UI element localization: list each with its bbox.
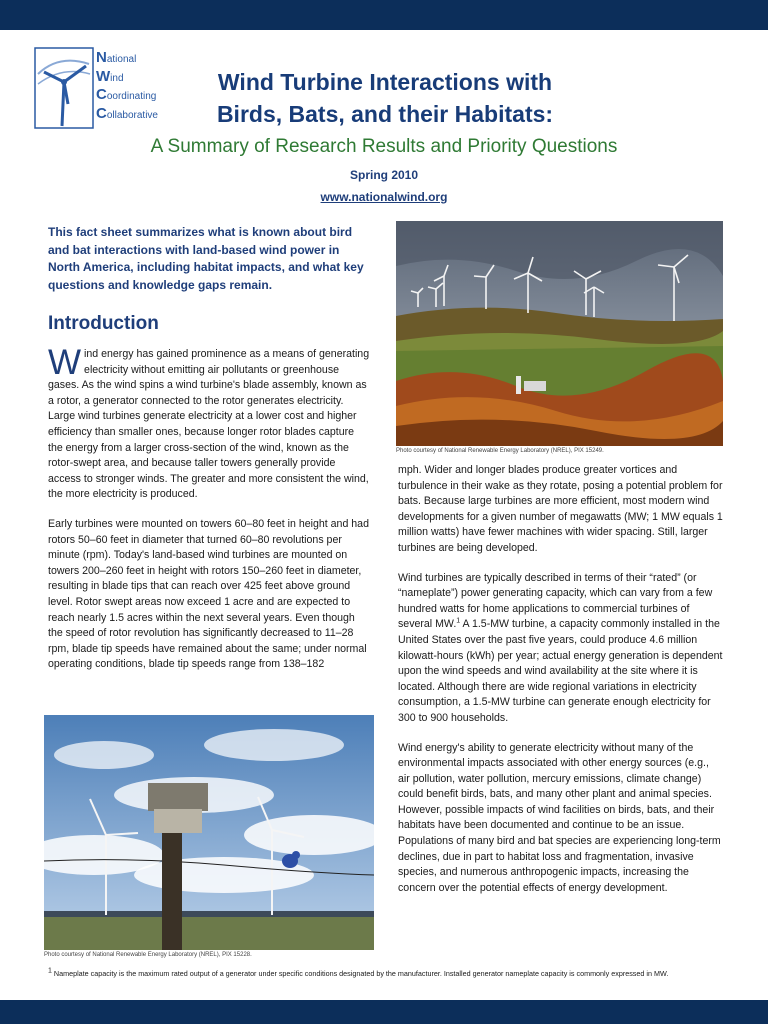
section-heading-introduction: Introduction: [48, 313, 159, 334]
nwcc-logo: [34, 44, 164, 132]
right-paragraph-2: Wind turbines are typically described in terms of their “rated” (or “nameplate”) power generating capacity, which can vary from a few hundred watts for home applications to commercial turbines of several MW.$^1$ A 1.5-MW turbine, a capacity commonly installed in the United States over the past five years, could produce 4.6 million kilowatt-hours (kWh) per year; actual energy generation is dependent upon the wind speeds and wind availability at the site where it is located. Although there are wide regional variations in electricity consumption, a 1.5-MW turbine can generate enough electricity for 300 to 900 households.: [398, 571, 723, 724]
right-paragraph-1: mph. Wider and longer blades produce greater vortices and turbulence in their wake as they rotate, posing a potential problem for bats. Because large turbines are more efficient, most modern wind developments for a given number of megawatts (MW; 1 MW equals 1 million watts) have fewer machines with wider spacing. Still, larger turbines are being developed.: [398, 464, 723, 554]
document-subtitle: A Summary of Research Results and Priority Questions: [150, 136, 618, 157]
right-text-column: [398, 463, 723, 896]
drop-cap: W: [48, 343, 82, 382]
footnote: $^1$ Nameplate capacity is the maximum rated output of a generator under specific conditions designated by the manufacturer. Installed generator nameplate capacity is commonly expressed in MW.: [48, 967, 669, 978]
right-paragraph-3: Wind energy's ability to generate electricity without many of the environmental impacts associated with other energy sources (e.g., air pollution, water pollution, mercury emissions, climate change) could benefit birds, bats, and many other plant and animal species. However, possible impacts of wind facilities on birds, bats, and their habitats have been documented and continue to be an issue. Populations of many bird and bat species are experiencing long-term declines, due in part to habitat loss and fragmentation, invasive species, and numerous anthropogenic impacts, increasing the concern over the potential effects of energy development.: [398, 741, 721, 894]
intro-paragraph-2: Early turbines were mounted on towers 60–80 feet in height and had rotors 50–60 feet in diameter that turned 60–80 revolutions per minute (rpm). Today's land-based wind turbines are mounted on towers 200–260 feet in height with rotors 150–260 feet in diameter, resulting in blade tips that can reach over 425 feet above ground level. Rotor swept areas now exceed 1 acre and are expected to reach nearly 1.5 acres within the next several years. Even though the speed of rotor revolution has significantly decreased to 11–28 rpm, blade tip speeds have remained about the same; under normal operating conditions, blade tip speeds range from 138–182: [48, 517, 369, 671]
publication-date: Spring 2010: [349, 168, 419, 182]
title-line-1: Wind Turbine Interactions with: [217, 69, 553, 95]
logo-wordmark: National Wind Coordinating Collaborative: [96, 49, 158, 122]
document-title: [150, 66, 620, 130]
top-header-bar: [0, 0, 768, 30]
summary-paragraph: This fact sheet summarizes what is known about bird and bat interactions with land-based wind power in North America, including habitat impacts, and what key questions and knowledge gaps remain.: [48, 225, 364, 292]
footnote-reference[interactable]: 1: [456, 617, 461, 625]
bottom-footer-bar: [0, 1000, 768, 1024]
photo-caption-1: Photo courtesy of National Renewable Energy Laboratory (NREL), PIX 15249.: [396, 448, 604, 454]
website-link[interactable]: www.nationalwind.org: [320, 190, 448, 204]
title-line-2: Birds, Bats, and their Habitats:: [216, 101, 554, 127]
photo-caption-2: Photo courtesy of National Renewable Energy Laboratory (NREL), PIX 15228.: [44, 952, 252, 958]
photo-turbines-autumn-hills: [396, 221, 723, 446]
left-text-column: [48, 343, 370, 673]
intro-paragraph-1: Wind energy has gained prominence as a means of generating electricity without emitting air pollutants or greenhouse gases. As the wind spins a wind turbine's blade assembly, known as a rotor, a generator connected to the rotor generates electricity. Large wind turbines generate electricity at a lower cost and higher efficiency than smaller ones, because longer rotor blades capture the energy from a larger cross-section of the wind, known as the rotor-swept area, and because taller towers generally provide access to stronger winds. The greater and more consistent the wind, the more electricity is produced.: [48, 343, 370, 501]
wind-turbine-logo-icon: [34, 44, 104, 132]
photo-bluebird-turbines: [44, 715, 374, 950]
